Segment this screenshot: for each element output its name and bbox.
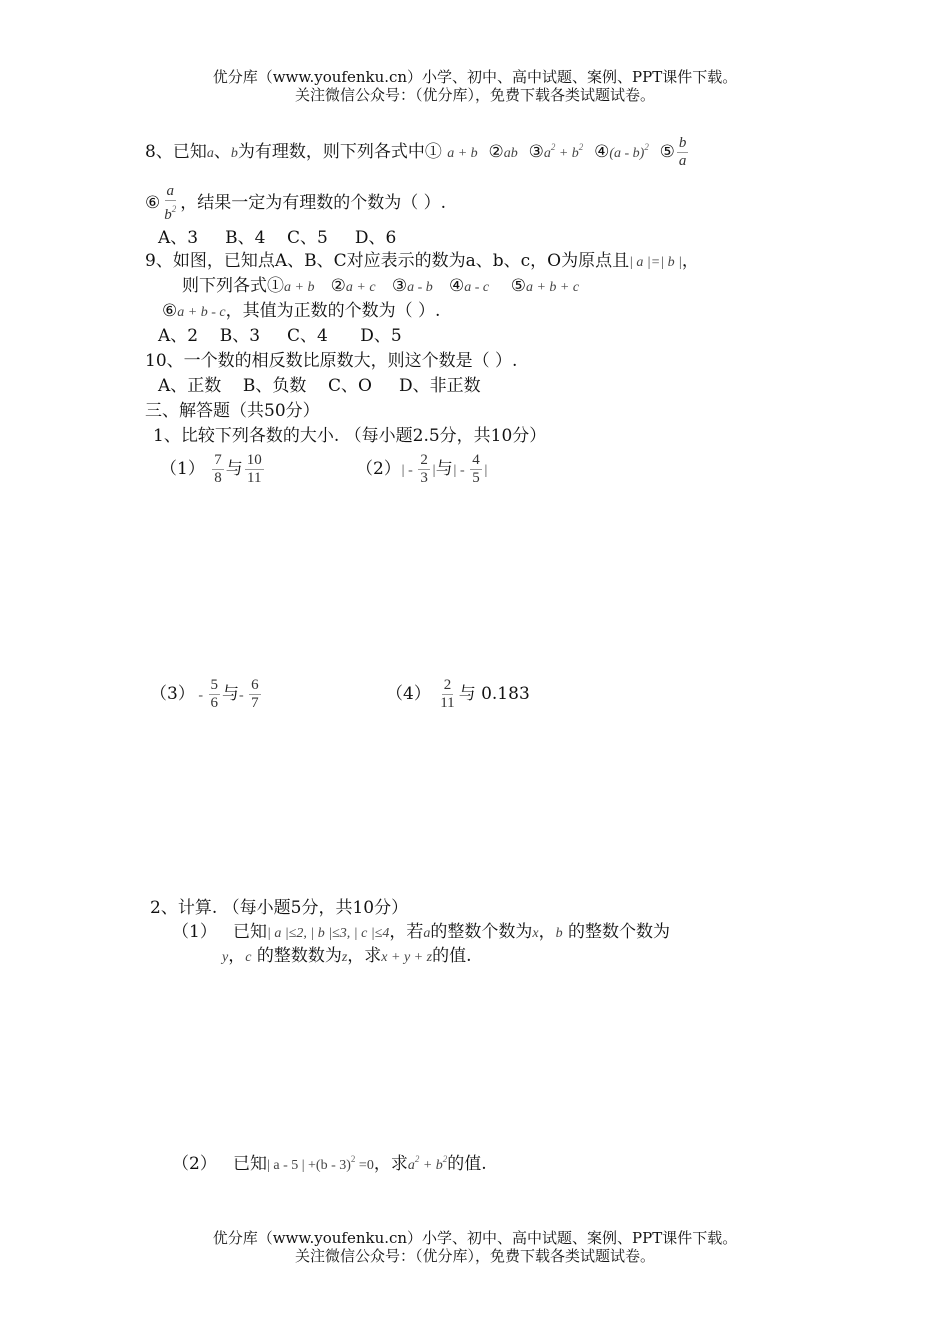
calc-1-condition: | a |≤2, | b |≤3, | c |≤4 xyxy=(267,926,390,941)
section-3-title: 三、解答题（共50分） xyxy=(145,401,320,421)
calc-1-line-1: （1） 已知| a |≤2, | b |≤3, | c |≤4，若a的整数个数为x，b 的整数个数为 xyxy=(172,922,671,942)
compare-3: （3） - $\frac{5}{6}$ 与- $\frac{6}{7}$ xyxy=(150,677,259,711)
q8-expr-2: ab xyxy=(503,146,518,161)
header-line-2: 关注微信公众号：（优分库），免费下载各类试题试卷。 xyxy=(294,86,655,104)
q8-expr-4: (a - b)$^2$ xyxy=(609,142,649,161)
calc-2: （2） 已知| a - 5 | +(b - 3)$^2$ =0，求$a^2 + b^2$的值. xyxy=(172,1154,487,1174)
compare-1: （1） $\frac{7}{8}$ 与 $\frac{10}{11}$ xyxy=(160,452,262,486)
q8-line-1: 8、已知a、b为有理数，则下列各式中① a + b ②ab $③a^2 + b^2$ ④(a - b)$^2$ ⑤ $\frac{b}{a}$ xyxy=(145,135,687,169)
q8-line-2: ⑥ $\frac{a}{b^2}$ ，结果一定为有理数的个数为（ ）. xyxy=(145,183,447,223)
calc-2-target: $a^2 + b^2$ xyxy=(407,1154,448,1173)
footer-line-2: 关注微信公众号：（优分库），免费下载各类试题试卷。 xyxy=(294,1247,655,1265)
calc-1-line-2: y，c 的整数数为z，求x + y + z的值. xyxy=(222,946,472,966)
q9-line-1: 9、如图，已知点A、B、C对应表示的数为a、b、c，O为原点且| a |=| b |， xyxy=(145,251,699,271)
q10-options: A、正数 B、负数 C、O D、非正数 xyxy=(158,376,481,396)
footer-line-1: 优分库（www.youfenku.cn）小学、初中、高中试题、案例、PPT课件下载。 xyxy=(212,1229,738,1247)
q9-line-2: 则下列各式①a + b ②a + c ③a - b ④a - c ⑤a + b + c xyxy=(182,276,580,296)
q10-text: 10、一个数的相反数比原数大，则这个数是（ ）. xyxy=(145,351,518,371)
q9-abs: | a |=| b | xyxy=(629,255,682,270)
q8-frac-a-over-b2: $\frac{a}{b^2}$ xyxy=(164,183,177,223)
compare-4: （4） $\frac{2}{11}$ 与 0.183 xyxy=(386,677,530,711)
header-line-1: 优分库（www.youfenku.cn）小学、初中、高中试题、案例、PPT课件下载。 xyxy=(212,68,738,86)
q9-options: A、2 B、3 C、4 D、5 xyxy=(158,326,402,346)
q8-expr-1: a + b xyxy=(447,146,478,161)
compare-title: 1、比较下列各数的大小. （每小题2.5分，共10分） xyxy=(153,426,547,446)
q8-frac-b-over-a: $\frac{b}{a}$ xyxy=(678,135,687,169)
compare-2: （2）| - $\frac{2}{3}$ |与| - $\frac{4}{5}$ | xyxy=(356,452,488,486)
q8-expr-3: $a^2 + b^2$ xyxy=(543,142,584,161)
q8-options: A、3 B、4 C、5 D、6 xyxy=(158,228,397,248)
calc-2-equation: | a - 5 | +(b - 3)$^2$ =0 xyxy=(267,1154,374,1173)
q9-line-3: ⑥a + b - c，其值为正数的个数为（ ）. xyxy=(162,301,441,321)
calc-title: 2、计算. （每小题5分，共10分） xyxy=(150,898,409,918)
